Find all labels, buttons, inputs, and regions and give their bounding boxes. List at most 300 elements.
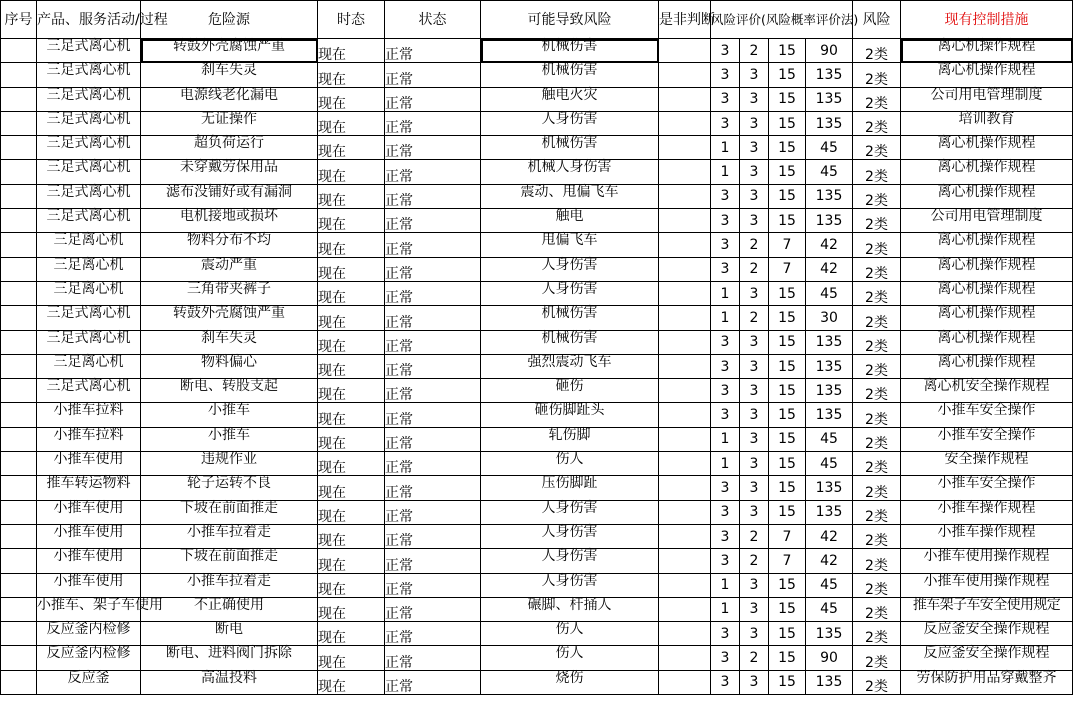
cell-hazard[interactable]: 不正确使用 (141, 597, 318, 621)
cell-state[interactable]: 正常 (385, 281, 481, 305)
cell-score-l[interactable]: 1 (711, 281, 740, 305)
cell-seq[interactable] (1, 160, 37, 184)
cell-tense[interactable]: 现在 (318, 379, 385, 403)
cell-judge[interactable] (659, 209, 711, 233)
cell-seq[interactable] (1, 306, 37, 330)
cell-score-c[interactable]: 7 (769, 257, 806, 281)
cell-score-l[interactable]: 3 (711, 354, 740, 378)
cell-judge[interactable] (659, 233, 711, 257)
cell-score-d[interactable]: 135 (806, 111, 853, 135)
cell-tense[interactable]: 现在 (318, 403, 385, 427)
cell-risk[interactable]: 伤人 (481, 622, 659, 646)
cell-score-l[interactable]: 3 (711, 670, 740, 694)
cell-score-c[interactable]: 15 (769, 160, 806, 184)
cell-judge[interactable] (659, 476, 711, 500)
cell-tense[interactable]: 现在 (318, 597, 385, 621)
cell-state[interactable]: 正常 (385, 87, 481, 111)
cell-risk[interactable]: 人身伤害 (481, 111, 659, 135)
cell-seq[interactable] (1, 39, 37, 63)
cell-level[interactable]: 2类 (853, 111, 901, 135)
cell-score-e[interactable]: 3 (740, 136, 769, 160)
cell-risk[interactable]: 人身伤害 (481, 257, 659, 281)
cell-score-e[interactable]: 2 (740, 257, 769, 281)
cell-seq[interactable] (1, 379, 37, 403)
cell-risk[interactable]: 机械伤害 (481, 63, 659, 87)
cell-score-c[interactable]: 15 (769, 452, 806, 476)
cell-state[interactable]: 正常 (385, 549, 481, 573)
cell-risk[interactable]: 人身伤害 (481, 281, 659, 305)
cell-process[interactable]: 小推车使用 (37, 524, 141, 548)
cell-tense[interactable]: 现在 (318, 63, 385, 87)
cell-seq[interactable] (1, 136, 37, 160)
cell-score-c[interactable]: 15 (769, 354, 806, 378)
cell-score-d[interactable]: 135 (806, 184, 853, 208)
cell-control[interactable]: 反应釜安全操作规程 (901, 622, 1073, 646)
cell-judge[interactable] (659, 354, 711, 378)
cell-process[interactable]: 三足离心机 (37, 233, 141, 257)
cell-hazard[interactable]: 物料分布不均 (141, 233, 318, 257)
cell-control[interactable]: 小推车安全操作 (901, 427, 1073, 451)
cell-score-e[interactable]: 3 (740, 209, 769, 233)
cell-control[interactable]: 离心机操作规程 (901, 257, 1073, 281)
cell-tense[interactable]: 现在 (318, 646, 385, 670)
cell-level[interactable]: 2类 (853, 354, 901, 378)
cell-state[interactable]: 正常 (385, 403, 481, 427)
cell-score-e[interactable]: 2 (740, 524, 769, 548)
cell-state[interactable]: 正常 (385, 573, 481, 597)
cell-judge[interactable] (659, 524, 711, 548)
cell-score-c[interactable]: 15 (769, 403, 806, 427)
cell-risk[interactable]: 伤人 (481, 452, 659, 476)
cell-judge[interactable] (659, 257, 711, 281)
cell-score-d[interactable]: 45 (806, 160, 853, 184)
cell-control[interactable]: 离心机操作规程 (901, 330, 1073, 354)
cell-state[interactable]: 正常 (385, 500, 481, 524)
cell-hazard[interactable]: 物料偏心 (141, 354, 318, 378)
cell-score-l[interactable]: 1 (711, 573, 740, 597)
cell-risk[interactable]: 震动、甩偏飞车 (481, 184, 659, 208)
cell-control[interactable]: 离心机操作规程 (901, 160, 1073, 184)
cell-score-e[interactable]: 3 (740, 597, 769, 621)
cell-score-d[interactable]: 135 (806, 379, 853, 403)
cell-process[interactable]: 小推车使用 (37, 452, 141, 476)
cell-state[interactable]: 正常 (385, 670, 481, 694)
cell-score-e[interactable]: 3 (740, 476, 769, 500)
cell-score-c[interactable]: 15 (769, 646, 806, 670)
cell-level[interactable]: 2类 (853, 87, 901, 111)
cell-score-d[interactable]: 90 (806, 646, 853, 670)
cell-hazard[interactable]: 下坡在前面推走 (141, 500, 318, 524)
cell-score-e[interactable]: 2 (740, 549, 769, 573)
cell-score-c[interactable]: 15 (769, 622, 806, 646)
cell-level[interactable]: 2类 (853, 281, 901, 305)
cell-score-d[interactable]: 42 (806, 257, 853, 281)
cell-score-d[interactable]: 45 (806, 427, 853, 451)
cell-control[interactable]: 小推车安全操作 (901, 476, 1073, 500)
cell-judge[interactable] (659, 111, 711, 135)
cell-score-e[interactable]: 3 (740, 330, 769, 354)
cell-state[interactable]: 正常 (385, 379, 481, 403)
cell-seq[interactable] (1, 87, 37, 111)
cell-control[interactable]: 推车架子车安全使用规定 (901, 597, 1073, 621)
cell-level[interactable]: 2类 (853, 306, 901, 330)
cell-score-e[interactable]: 2 (740, 233, 769, 257)
cell-process[interactable]: 三足式离心机 (37, 379, 141, 403)
cell-control[interactable]: 离心机操作规程 (901, 281, 1073, 305)
cell-tense[interactable]: 现在 (318, 549, 385, 573)
cell-control[interactable]: 小推车安全操作 (901, 403, 1073, 427)
cell-score-l[interactable]: 3 (711, 87, 740, 111)
cell-score-d[interactable]: 135 (806, 500, 853, 524)
cell-score-c[interactable]: 15 (769, 500, 806, 524)
cell-state[interactable]: 正常 (385, 524, 481, 548)
cell-control[interactable]: 小推车使用操作规程 (901, 549, 1073, 573)
cell-tense[interactable]: 现在 (318, 573, 385, 597)
cell-score-l[interactable]: 3 (711, 500, 740, 524)
cell-process[interactable]: 三足式离心机 (37, 87, 141, 111)
cell-process[interactable]: 三足式离心机 (37, 330, 141, 354)
cell-score-e[interactable]: 2 (740, 39, 769, 63)
cell-seq[interactable] (1, 476, 37, 500)
cell-risk[interactable]: 人身伤害 (481, 549, 659, 573)
cell-score-l[interactable]: 3 (711, 646, 740, 670)
cell-score-e[interactable]: 3 (740, 500, 769, 524)
cell-tense[interactable]: 现在 (318, 87, 385, 111)
cell-level[interactable]: 2类 (853, 379, 901, 403)
cell-seq[interactable] (1, 63, 37, 87)
cell-hazard[interactable]: 小推车拉着走 (141, 524, 318, 548)
cell-score-e[interactable]: 3 (740, 160, 769, 184)
cell-score-c[interactable]: 15 (769, 379, 806, 403)
cell-judge[interactable] (659, 403, 711, 427)
cell-control[interactable]: 劳保防护用品穿戴整齐 (901, 670, 1073, 694)
cell-level[interactable]: 2类 (853, 646, 901, 670)
cell-level[interactable]: 2类 (853, 573, 901, 597)
cell-risk[interactable]: 伤人 (481, 646, 659, 670)
cell-seq[interactable] (1, 597, 37, 621)
cell-risk[interactable]: 砸伤 (481, 379, 659, 403)
cell-judge[interactable] (659, 670, 711, 694)
cell-tense[interactable]: 现在 (318, 281, 385, 305)
cell-process[interactable]: 三足式离心机 (37, 39, 141, 63)
cell-score-e[interactable]: 3 (740, 379, 769, 403)
cell-control[interactable]: 公司用电管理制度 (901, 87, 1073, 111)
cell-score-d[interactable]: 30 (806, 306, 853, 330)
cell-score-e[interactable]: 3 (740, 573, 769, 597)
cell-judge[interactable] (659, 281, 711, 305)
cell-tense[interactable]: 现在 (318, 257, 385, 281)
cell-tense[interactable]: 现在 (318, 184, 385, 208)
cell-risk[interactable]: 机械伤害 (481, 136, 659, 160)
cell-hazard[interactable]: 三角带夹裤子 (141, 281, 318, 305)
cell-score-l[interactable]: 1 (711, 427, 740, 451)
cell-judge[interactable] (659, 184, 711, 208)
cell-risk[interactable]: 机械伤害 (481, 39, 659, 63)
cell-level[interactable]: 2类 (853, 403, 901, 427)
cell-tense[interactable]: 现在 (318, 233, 385, 257)
cell-state[interactable]: 正常 (385, 160, 481, 184)
cell-seq[interactable] (1, 452, 37, 476)
cell-seq[interactable] (1, 330, 37, 354)
cell-control[interactable]: 小推车操作规程 (901, 500, 1073, 524)
cell-risk[interactable]: 机械伤害 (481, 306, 659, 330)
cell-state[interactable]: 正常 (385, 184, 481, 208)
cell-score-e[interactable]: 3 (740, 427, 769, 451)
cell-level[interactable]: 2类 (853, 257, 901, 281)
cell-hazard[interactable]: 滤布没铺好或有漏洞 (141, 184, 318, 208)
cell-state[interactable]: 正常 (385, 136, 481, 160)
cell-score-e[interactable]: 3 (740, 87, 769, 111)
cell-tense[interactable]: 现在 (318, 111, 385, 135)
cell-process[interactable]: 三足式离心机 (37, 209, 141, 233)
cell-seq[interactable] (1, 573, 37, 597)
cell-score-c[interactable]: 15 (769, 330, 806, 354)
cell-judge[interactable] (659, 330, 711, 354)
cell-score-e[interactable]: 3 (740, 184, 769, 208)
cell-seq[interactable] (1, 670, 37, 694)
cell-score-c[interactable]: 15 (769, 306, 806, 330)
cell-hazard[interactable]: 小推车拉着走 (141, 573, 318, 597)
cell-score-l[interactable]: 3 (711, 476, 740, 500)
cell-score-c[interactable]: 15 (769, 111, 806, 135)
cell-state[interactable]: 正常 (385, 111, 481, 135)
cell-risk[interactable]: 触电火灾 (481, 87, 659, 111)
cell-score-d[interactable]: 45 (806, 452, 853, 476)
cell-level[interactable]: 2类 (853, 670, 901, 694)
cell-level[interactable]: 2类 (853, 549, 901, 573)
cell-score-c[interactable]: 15 (769, 136, 806, 160)
cell-judge[interactable] (659, 646, 711, 670)
cell-process[interactable]: 小推车、架子车使用 (37, 597, 141, 621)
cell-process[interactable]: 三足式离心机 (37, 160, 141, 184)
cell-score-d[interactable]: 42 (806, 233, 853, 257)
cell-score-c[interactable]: 15 (769, 209, 806, 233)
cell-score-e[interactable]: 3 (740, 281, 769, 305)
cell-score-l[interactable]: 3 (711, 111, 740, 135)
cell-score-l[interactable]: 3 (711, 379, 740, 403)
cell-score-c[interactable]: 7 (769, 549, 806, 573)
cell-tense[interactable]: 现在 (318, 136, 385, 160)
cell-control[interactable]: 离心机操作规程 (901, 306, 1073, 330)
cell-risk[interactable]: 压伤脚趾 (481, 476, 659, 500)
cell-hazard[interactable]: 小推车 (141, 403, 318, 427)
cell-judge[interactable] (659, 427, 711, 451)
cell-risk[interactable]: 碾脚、杆捅人 (481, 597, 659, 621)
cell-process[interactable]: 三足离心机 (37, 257, 141, 281)
cell-score-l[interactable]: 3 (711, 184, 740, 208)
cell-seq[interactable] (1, 184, 37, 208)
cell-score-d[interactable]: 135 (806, 63, 853, 87)
cell-state[interactable]: 正常 (385, 622, 481, 646)
cell-process[interactable]: 反应釜 (37, 670, 141, 694)
cell-judge[interactable] (659, 63, 711, 87)
cell-hazard[interactable]: 断电、转股支起 (141, 379, 318, 403)
cell-tense[interactable]: 现在 (318, 160, 385, 184)
cell-state[interactable]: 正常 (385, 257, 481, 281)
cell-hazard[interactable]: 未穿戴劳保用品 (141, 160, 318, 184)
cell-level[interactable]: 2类 (853, 160, 901, 184)
cell-process[interactable]: 小推车使用 (37, 549, 141, 573)
cell-score-e[interactable]: 2 (740, 306, 769, 330)
cell-score-e[interactable]: 3 (740, 354, 769, 378)
cell-score-l[interactable]: 3 (711, 233, 740, 257)
cell-risk[interactable]: 强烈震动飞车 (481, 354, 659, 378)
cell-score-c[interactable]: 15 (769, 63, 806, 87)
cell-state[interactable]: 正常 (385, 63, 481, 87)
cell-seq[interactable] (1, 403, 37, 427)
cell-process[interactable]: 三足式离心机 (37, 136, 141, 160)
cell-score-e[interactable]: 3 (740, 670, 769, 694)
cell-level[interactable]: 2类 (853, 452, 901, 476)
cell-seq[interactable] (1, 354, 37, 378)
cell-tense[interactable]: 现在 (318, 354, 385, 378)
cell-hazard[interactable]: 转鼓外壳腐蚀严重 (141, 306, 318, 330)
cell-judge[interactable] (659, 136, 711, 160)
cell-control[interactable]: 培训教育 (901, 111, 1073, 135)
cell-level[interactable]: 2类 (853, 427, 901, 451)
cell-risk[interactable]: 砸伤脚趾头 (481, 403, 659, 427)
cell-judge[interactable] (659, 160, 711, 184)
cell-state[interactable]: 正常 (385, 39, 481, 63)
cell-state[interactable]: 正常 (385, 306, 481, 330)
cell-tense[interactable]: 现在 (318, 209, 385, 233)
cell-score-c[interactable]: 15 (769, 670, 806, 694)
cell-tense[interactable]: 现在 (318, 39, 385, 63)
cell-seq[interactable] (1, 111, 37, 135)
cell-tense[interactable]: 现在 (318, 500, 385, 524)
cell-hazard[interactable]: 断电、进料阀门拆除 (141, 646, 318, 670)
cell-control[interactable]: 离心机操作规程 (901, 39, 1073, 63)
cell-process[interactable]: 反应釜内检修 (37, 622, 141, 646)
cell-score-e[interactable]: 3 (740, 63, 769, 87)
cell-judge[interactable] (659, 379, 711, 403)
cell-risk[interactable]: 人身伤害 (481, 524, 659, 548)
cell-score-l[interactable]: 3 (711, 330, 740, 354)
cell-tense[interactable]: 现在 (318, 427, 385, 451)
cell-judge[interactable] (659, 622, 711, 646)
cell-level[interactable]: 2类 (853, 524, 901, 548)
cell-score-l[interactable]: 3 (711, 549, 740, 573)
cell-score-l[interactable]: 3 (711, 403, 740, 427)
cell-judge[interactable] (659, 39, 711, 63)
cell-seq[interactable] (1, 209, 37, 233)
cell-hazard[interactable]: 刹车失灵 (141, 330, 318, 354)
cell-control[interactable]: 离心机操作规程 (901, 63, 1073, 87)
cell-process[interactable]: 小推车拉料 (37, 403, 141, 427)
cell-process[interactable]: 小推车使用 (37, 500, 141, 524)
cell-hazard[interactable]: 电源线老化漏电 (141, 87, 318, 111)
cell-control[interactable]: 安全操作规程 (901, 452, 1073, 476)
cell-score-e[interactable]: 3 (740, 111, 769, 135)
cell-seq[interactable] (1, 549, 37, 573)
cell-process[interactable]: 三足式离心机 (37, 184, 141, 208)
cell-risk[interactable]: 机械伤害 (481, 330, 659, 354)
cell-process[interactable]: 三足式离心机 (37, 63, 141, 87)
cell-control[interactable]: 离心机安全操作规程 (901, 379, 1073, 403)
cell-tense[interactable]: 现在 (318, 670, 385, 694)
cell-level[interactable]: 2类 (853, 330, 901, 354)
cell-control[interactable]: 离心机操作规程 (901, 136, 1073, 160)
cell-score-d[interactable]: 42 (806, 549, 853, 573)
cell-score-c[interactable]: 15 (769, 87, 806, 111)
cell-score-c[interactable]: 7 (769, 233, 806, 257)
cell-score-l[interactable]: 1 (711, 136, 740, 160)
cell-hazard[interactable]: 下坡在前面推走 (141, 549, 318, 573)
cell-state[interactable]: 正常 (385, 427, 481, 451)
cell-judge[interactable] (659, 87, 711, 111)
cell-process[interactable]: 三足离心机 (37, 354, 141, 378)
cell-score-c[interactable]: 7 (769, 524, 806, 548)
cell-process[interactable]: 小推车拉料 (37, 427, 141, 451)
cell-level[interactable]: 2类 (853, 209, 901, 233)
cell-score-l[interactable]: 1 (711, 597, 740, 621)
cell-level[interactable]: 2类 (853, 184, 901, 208)
cell-hazard[interactable]: 无证操作 (141, 111, 318, 135)
cell-level[interactable]: 2类 (853, 597, 901, 621)
cell-score-c[interactable]: 15 (769, 427, 806, 451)
cell-score-c[interactable]: 15 (769, 39, 806, 63)
cell-seq[interactable] (1, 427, 37, 451)
cell-control[interactable]: 反应釜安全操作规程 (901, 646, 1073, 670)
cell-seq[interactable] (1, 500, 37, 524)
cell-score-e[interactable]: 2 (740, 646, 769, 670)
cell-state[interactable]: 正常 (385, 646, 481, 670)
cell-hazard[interactable]: 电机接地或损坏 (141, 209, 318, 233)
cell-level[interactable]: 2类 (853, 500, 901, 524)
cell-control[interactable]: 离心机操作规程 (901, 354, 1073, 378)
cell-score-d[interactable]: 135 (806, 403, 853, 427)
cell-score-c[interactable]: 15 (769, 573, 806, 597)
cell-level[interactable]: 2类 (853, 136, 901, 160)
cell-tense[interactable]: 现在 (318, 622, 385, 646)
cell-score-c[interactable]: 15 (769, 476, 806, 500)
cell-state[interactable]: 正常 (385, 233, 481, 257)
cell-hazard[interactable]: 轮子运转不良 (141, 476, 318, 500)
cell-process[interactable]: 三足离心机 (37, 281, 141, 305)
cell-level[interactable]: 2类 (853, 233, 901, 257)
cell-state[interactable]: 正常 (385, 209, 481, 233)
cell-score-d[interactable]: 135 (806, 622, 853, 646)
cell-score-c[interactable]: 15 (769, 184, 806, 208)
cell-risk[interactable]: 人身伤害 (481, 573, 659, 597)
cell-score-l[interactable]: 3 (711, 39, 740, 63)
cell-score-d[interactable]: 135 (806, 209, 853, 233)
cell-hazard[interactable]: 小推车 (141, 427, 318, 451)
cell-risk[interactable]: 甩偏飞车 (481, 233, 659, 257)
cell-state[interactable]: 正常 (385, 476, 481, 500)
cell-score-l[interactable]: 3 (711, 209, 740, 233)
cell-score-l[interactable]: 1 (711, 160, 740, 184)
cell-judge[interactable] (659, 549, 711, 573)
cell-score-d[interactable]: 135 (806, 87, 853, 111)
cell-score-d[interactable]: 135 (806, 670, 853, 694)
cell-control[interactable]: 小推车使用操作规程 (901, 573, 1073, 597)
cell-score-e[interactable]: 3 (740, 403, 769, 427)
cell-score-c[interactable]: 15 (769, 597, 806, 621)
cell-control[interactable]: 离心机操作规程 (901, 233, 1073, 257)
cell-tense[interactable]: 现在 (318, 452, 385, 476)
cell-level[interactable]: 2类 (853, 622, 901, 646)
cell-score-d[interactable]: 90 (806, 39, 853, 63)
cell-score-l[interactable]: 3 (711, 524, 740, 548)
cell-process[interactable]: 推车转运物料 (37, 476, 141, 500)
cell-state[interactable]: 正常 (385, 452, 481, 476)
cell-score-l[interactable]: 1 (711, 306, 740, 330)
cell-score-d[interactable]: 45 (806, 597, 853, 621)
cell-seq[interactable] (1, 646, 37, 670)
cell-score-d[interactable]: 45 (806, 281, 853, 305)
cell-score-d[interactable]: 135 (806, 476, 853, 500)
